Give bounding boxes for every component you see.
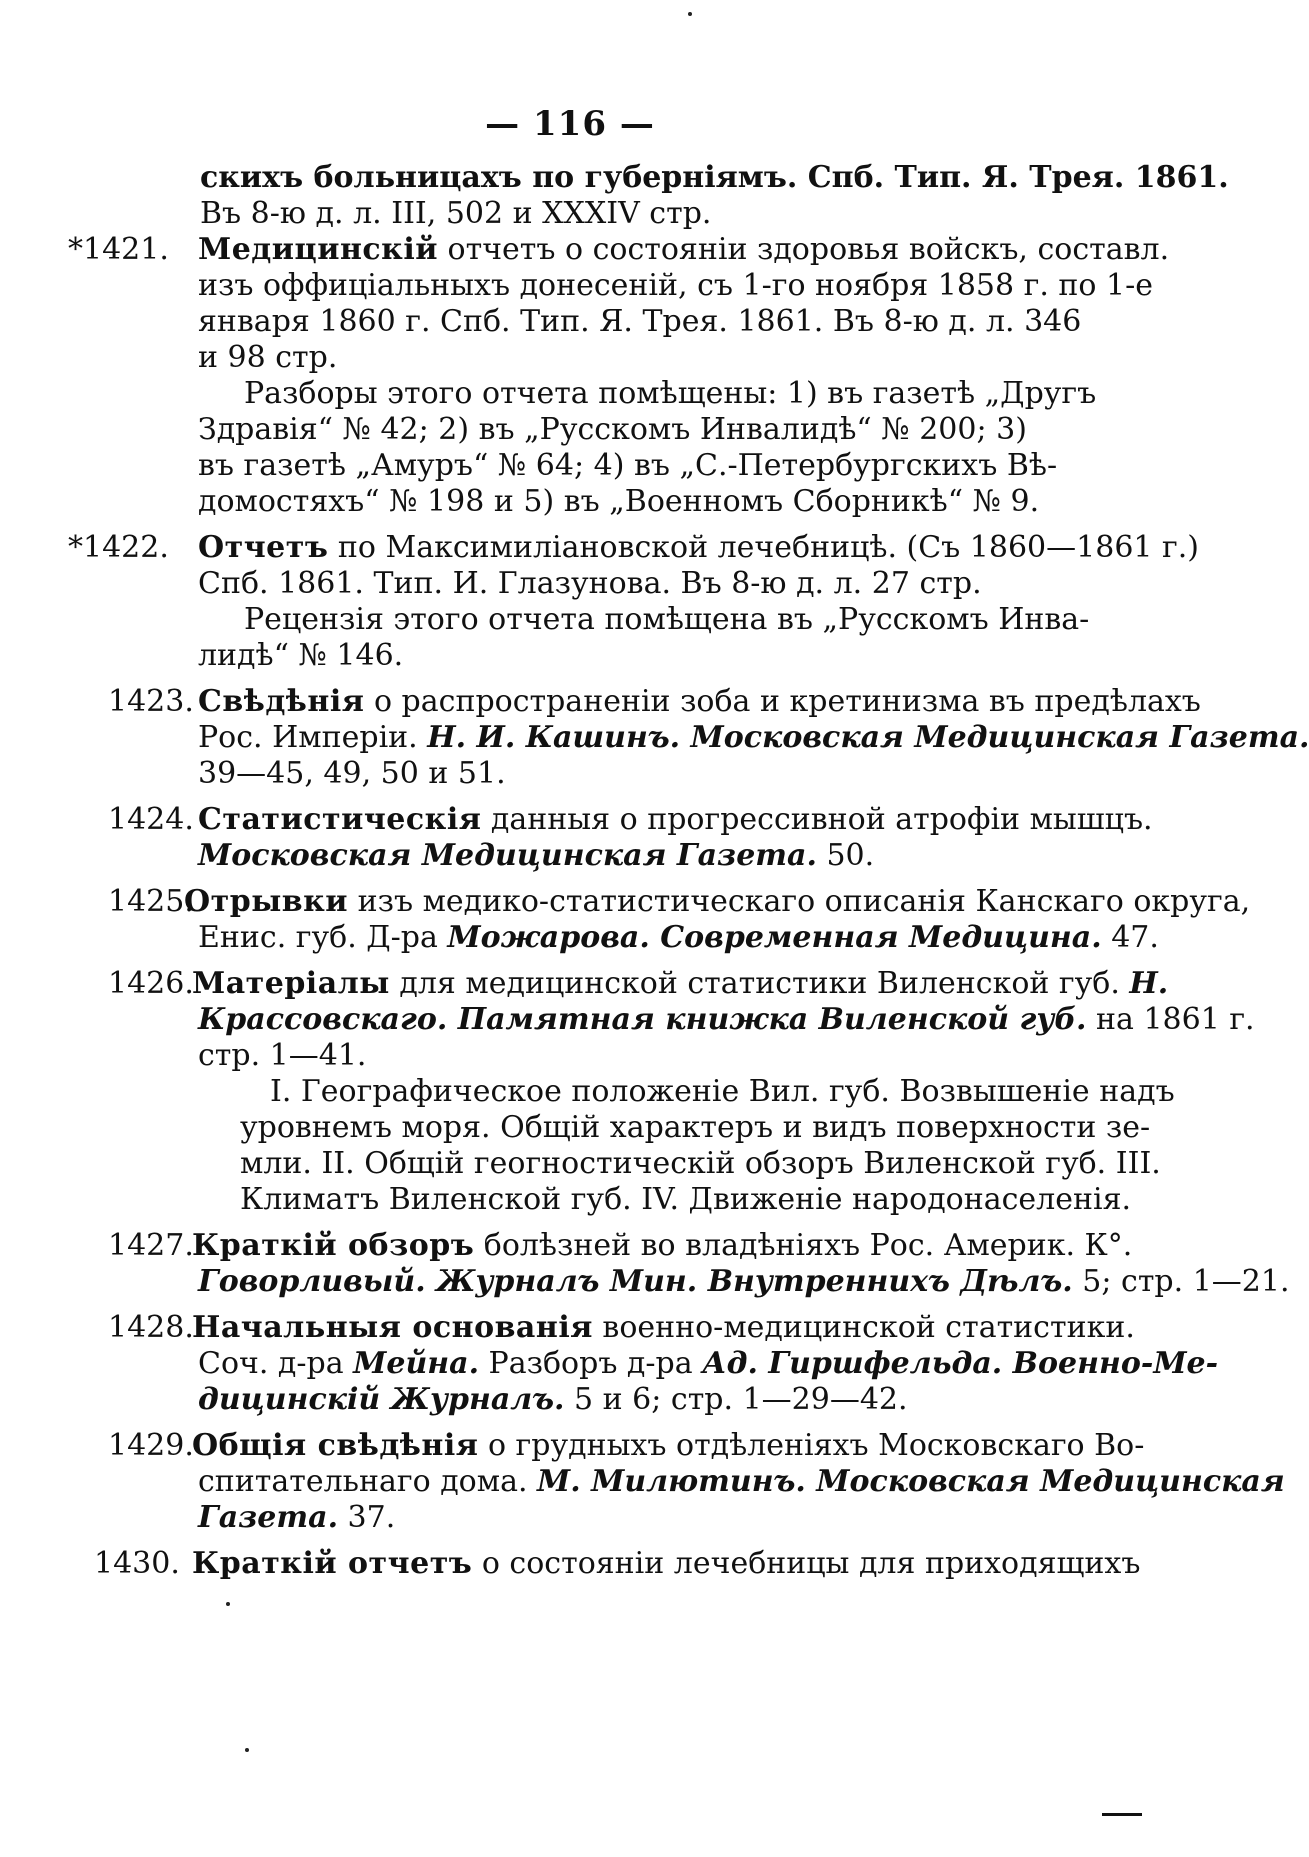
entry-line: Крассовскаго. Памятная книжка Виленской губ. на 1861 г.	[198, 1002, 1255, 1037]
entry-line: Свѣдѣнія о распространеніи зоба и кретинизма въ предѣлахъ	[198, 684, 1201, 719]
entry-number: 1426.	[108, 966, 194, 1001]
entry-title: Отчетъ	[198, 530, 329, 565]
entry-line: домостяхъ“ № 198 и 5) въ „Военномъ Сборникѣ“ № 9.	[198, 484, 1040, 519]
entry-line: Краткій отчетъ о состояніи лечебницы для приходящихъ	[192, 1546, 1141, 1581]
margin-rule-mark	[1102, 1813, 1142, 1816]
entry-title: Общія свѣдѣнія	[192, 1428, 479, 1463]
entry-title: Матеріалы	[192, 966, 390, 1001]
entry-line: лидѣ“ № 146.	[198, 638, 404, 673]
entry-title: Статистическія	[198, 802, 482, 837]
entry-line: I. Географическое положеніе Вил. губ. Возвышеніе надъ	[270, 1074, 1175, 1109]
entry-number: *1421.	[68, 232, 169, 267]
entry-line: Общія свѣдѣнія о грудныхъ отдѣленіяхъ Московскаго Во-	[192, 1428, 1145, 1463]
entry-line: мли. II. Общій геогностическій обзоръ Виленской губ. III.	[240, 1146, 1161, 1181]
entry-line: уровнемъ моря. Общій характеръ и видъ поверхности зе-	[240, 1110, 1151, 1145]
entry-line: Краткій обзоръ болѣзней во владѣніяхъ Рос. Америк. К°.	[192, 1228, 1133, 1263]
print-speck	[688, 12, 692, 16]
entry-line: Здравія“ № 42; 2) въ „Русскомъ Инвалидѣ“ № 200; 3)	[198, 412, 1027, 447]
entry-line: Климатъ Виленской губ. IV. Движеніе народонаселенія.	[240, 1182, 1132, 1217]
entry-line: Московская Медицинская Газета. 50.	[198, 838, 875, 873]
entry-title: Медицинскій	[198, 232, 438, 267]
entry-line: Рос. Имперіи. Н. И. Кашинъ. Московская Медицинская Газета.	[198, 720, 1309, 755]
print-speck	[245, 1748, 249, 1752]
entry-line: изъ оффиціальныхъ донесеній, съ 1-го ноября 1858 г. по 1-е	[198, 268, 1153, 303]
entry-line: 39—45, 49, 50 и 51.	[198, 756, 506, 791]
entry-line: Газета. 37.	[198, 1500, 396, 1535]
entry-line: и 98 стр.	[198, 340, 338, 375]
entry-number: 1428.	[108, 1310, 194, 1345]
entry-line: Медицинскій отчетъ о состояніи здоровья войскъ, составл.	[198, 232, 1170, 267]
entry-line: въ газетѣ „Амуръ“ № 64; 4) въ „С.-Петербургскихъ Вѣ-	[198, 448, 1058, 483]
entry-line: Соч. д-ра Мейна. Разборъ д-ра Ад. Гиршфельда. Военно-Ме-	[198, 1346, 1219, 1381]
entry-line: Статистическія данныя о прогрессивной атрофіи мышцъ.	[198, 802, 1153, 837]
entry-number: *1422.	[68, 530, 169, 565]
entry-title: Краткій обзоръ	[192, 1228, 475, 1263]
entry-number: 1424.	[108, 802, 194, 837]
entry-line: Разборы этого отчета помѣщены: 1) въ газетѣ „Другъ	[244, 376, 1097, 411]
continuation-line: Въ 8-ю д. л. III, 502 и XXXIV стр.	[200, 196, 712, 231]
entry-line: Матеріалы для медицинской статистики Виленской губ. Н.	[192, 966, 1169, 1001]
entry-line: Рецензія этого отчета помѣщена въ „Русскомъ Инва-	[244, 602, 1090, 637]
entry-line: Енис. губ. Д-ра Можарова. Современная Медицина. 47.	[198, 920, 1159, 955]
entry-number: 1423.	[108, 684, 194, 719]
entry-line: стр. 1—41.	[198, 1038, 367, 1073]
entry-line: дицинскій Журналъ. 5 и 6; стр. 1—29—42.	[198, 1382, 908, 1417]
entry-title: Краткій отчетъ	[192, 1546, 473, 1581]
entry-title: Начальныя основанія	[192, 1310, 593, 1345]
entry-number: 1430.	[94, 1546, 180, 1581]
continuation-line: скихъ больницахъ по губерніямъ. Спб. Тип. Я. Трея. 1861.	[200, 160, 1229, 195]
entry-line: января 1860 г. Спб. Тип. Я. Трея. 1861. Въ 8-ю д. л. 346	[198, 304, 1082, 339]
entry-line: Говорливый. Журналъ Мин. Внутреннихъ Дѣлъ. 5; стр. 1—21.	[198, 1264, 1290, 1299]
entry-line: спитательнаго дома. М. Милютинъ. Московская Медицинская	[198, 1464, 1285, 1499]
entry-title: Свѣдѣнія	[198, 684, 365, 719]
page-number: — 116 —	[485, 104, 655, 144]
entry-line: Отчетъ по Максимиліановской лечебницѣ. (Съ 1860—1861 г.)	[198, 530, 1199, 565]
entry-title: Отрывки	[184, 884, 349, 919]
entry-number: 1427.	[108, 1228, 194, 1263]
entry-number: 1429.	[108, 1428, 194, 1463]
entry-line: Спб. 1861. Тип. И. Глазунова. Въ 8-ю д. л. 27 стр.	[198, 566, 982, 601]
print-speck	[226, 1602, 230, 1606]
entry-line: Начальныя основанія военно-медицинской статистики.	[192, 1310, 1135, 1345]
entry-number: 1425.	[108, 884, 194, 919]
entry-line: Отрывки изъ медико-статистическаго описанія Канскаго округа,	[184, 884, 1251, 919]
